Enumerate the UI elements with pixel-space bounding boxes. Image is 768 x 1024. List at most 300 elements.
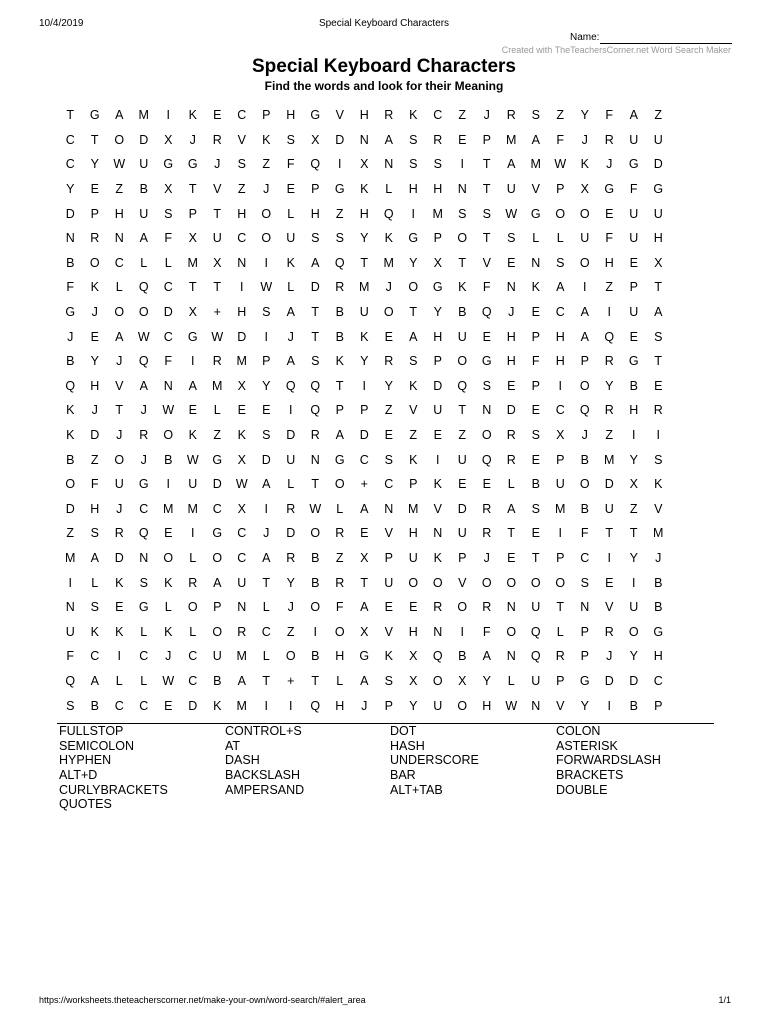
grid-row	[58, 251, 671, 276]
grid-letter: P	[654, 698, 663, 713]
grid-letter: L	[140, 624, 148, 639]
grid-letter: N	[139, 550, 149, 565]
grid-letter: O	[261, 206, 272, 221]
grid-letter: S	[654, 452, 663, 467]
grid-letter: Q	[530, 649, 541, 664]
grid-letter: C	[237, 231, 247, 246]
grid-letter: Y	[629, 550, 638, 565]
grid-letter: P	[384, 698, 393, 713]
grid-letter: K	[66, 428, 75, 443]
grid-letter: W	[186, 452, 199, 467]
grid-letter: O	[555, 575, 566, 590]
grid-letter: U	[188, 477, 198, 492]
grid-letter: Q	[310, 698, 321, 713]
grid-letter: W	[162, 673, 175, 688]
grid-letter: N	[384, 501, 394, 516]
grid-letter: L	[385, 182, 393, 197]
grid-letter: R	[384, 108, 394, 123]
grid-letter: X	[311, 132, 320, 147]
grid-letter: J	[189, 132, 196, 147]
grid-letter: M	[236, 649, 247, 664]
grid-letter: U	[359, 305, 369, 320]
word-list-item: BACKSLASH	[225, 768, 301, 783]
grid-letter: V	[605, 600, 614, 615]
grid-letter: M	[138, 108, 149, 123]
grid-letter: J	[483, 108, 490, 123]
grid-letter: K	[286, 255, 295, 270]
word-list-item: SEMICOLON	[59, 738, 135, 753]
grid-letter: S	[458, 206, 467, 221]
grid-letter: A	[507, 157, 516, 172]
grid-letter: O	[285, 649, 296, 664]
grid-letter: P	[90, 206, 99, 221]
word-list-item: QUOTES	[59, 797, 112, 812]
grid-letter: D	[335, 132, 345, 147]
grid-letter: J	[67, 329, 74, 344]
grid-letter: F	[629, 182, 638, 197]
grid-letter: F	[90, 477, 99, 492]
grid-letter: T	[311, 477, 320, 492]
grid-letter: R	[604, 403, 614, 418]
grid-letter: K	[433, 550, 442, 565]
grid-letter: N	[384, 157, 394, 172]
grid-letter: C	[555, 305, 565, 320]
footer-url: https://worksheets.theteacherscorner.net/make-your-own/word-search/#alert_area	[39, 995, 366, 1005]
grid-letter: E	[482, 329, 491, 344]
grid-letter: S	[531, 108, 540, 123]
grid-letter: S	[409, 132, 418, 147]
grid-letter: K	[409, 452, 418, 467]
grid-letter: Y	[90, 354, 99, 369]
grid-letter: P	[458, 550, 467, 565]
grid-letter: C	[188, 649, 198, 664]
grid-letter: O	[212, 624, 223, 639]
grid-letter: P	[311, 182, 320, 197]
grid-letter: Q	[481, 305, 492, 320]
grid-letter: I	[607, 698, 611, 713]
grid-letter: A	[115, 108, 124, 123]
grid-letter: N	[433, 526, 443, 541]
grid-letter: K	[580, 157, 589, 172]
grid-letter: I	[264, 501, 268, 516]
grid-letter: F	[556, 132, 565, 147]
grid-letter: S	[482, 206, 491, 221]
grid-letter: P	[482, 132, 491, 147]
grid-letter: C	[555, 403, 565, 418]
grid-letter: Y	[409, 255, 418, 270]
grid-letter: O	[457, 698, 468, 713]
grid-letter: L	[91, 575, 99, 590]
grid-letter: K	[164, 624, 173, 639]
grid-letter: S	[262, 428, 271, 443]
grid-letter: Z	[335, 206, 344, 221]
grid-letter: C	[384, 477, 394, 492]
grid-letter: J	[165, 649, 172, 664]
grid-letter: S	[335, 231, 344, 246]
grid-letter: X	[409, 673, 418, 688]
grid-letter: A	[286, 354, 295, 369]
grid-letter: H	[629, 403, 639, 418]
grid-letter: L	[213, 403, 221, 418]
grid-letter: L	[287, 206, 295, 221]
grid-letter: O	[310, 600, 321, 615]
grid-letter: O	[212, 550, 223, 565]
grid-letter: P	[188, 206, 197, 221]
grid-letter: S	[580, 575, 589, 590]
grid-letter: T	[556, 600, 565, 615]
grid-letter: L	[336, 501, 344, 516]
grid-letter: O	[89, 255, 100, 270]
grid-letter: E	[90, 329, 99, 344]
grid-letter: S	[482, 378, 491, 393]
grid-letter: O	[506, 575, 517, 590]
grid-letter: H	[286, 108, 296, 123]
grid-letter: D	[237, 329, 247, 344]
grid-letter: R	[286, 550, 296, 565]
grid-letter: K	[188, 428, 197, 443]
grid-letter: L	[507, 477, 515, 492]
grid-letter: V	[409, 403, 418, 418]
grid-letter: P	[556, 673, 565, 688]
grid-letter: E	[629, 255, 638, 270]
grid-letter: C	[433, 108, 443, 123]
grid-letter: P	[384, 550, 393, 565]
grid-letter: T	[458, 403, 467, 418]
grid-letter: W	[260, 280, 273, 295]
grid-letter: A	[115, 329, 124, 344]
grid-letter: P	[531, 329, 540, 344]
grid-letter: E	[433, 428, 442, 443]
grid-letter: V	[213, 182, 222, 197]
grid-letter: A	[139, 231, 148, 246]
grid-letter: J	[287, 329, 294, 344]
word-list-item: FORWARDSLASH	[556, 753, 661, 768]
grid-letter: H	[653, 231, 663, 246]
grid-letter: C	[237, 526, 247, 541]
grid-letter: O	[457, 600, 468, 615]
grid-row	[58, 349, 671, 374]
grid-letter: T	[262, 575, 271, 590]
grid-letter: O	[408, 575, 419, 590]
grid-letter: X	[458, 673, 467, 688]
grid-letter: G	[187, 329, 198, 344]
grid-letter: I	[362, 378, 366, 393]
grid-letter: G	[653, 624, 664, 639]
grid-letter: G	[530, 206, 541, 221]
grid-letter: I	[289, 698, 293, 713]
grid-letter: O	[138, 305, 149, 320]
grid-letter: C	[653, 673, 663, 688]
grid-letter: H	[604, 255, 614, 270]
grid-letter: T	[654, 280, 663, 295]
grid-letter: +	[287, 673, 295, 688]
grid-letter: S	[164, 206, 173, 221]
grid-letter: P	[433, 231, 442, 246]
grid-letter: Z	[237, 182, 246, 197]
grid-letter: Y	[66, 182, 75, 197]
grid-letter: L	[140, 255, 148, 270]
grid-letter: Q	[457, 378, 468, 393]
grid-letter: F	[580, 526, 589, 541]
grid-letter: A	[188, 378, 197, 393]
grid-letter: N	[531, 698, 541, 713]
grid-letter: W	[113, 157, 126, 172]
grid-letter: I	[411, 206, 415, 221]
grid-letter: K	[384, 231, 393, 246]
grid-letter: V	[237, 132, 246, 147]
grid-letter: O	[481, 428, 492, 443]
grid-letter: K	[433, 477, 442, 492]
grid-letter: M	[555, 501, 566, 516]
grid-letter: B	[580, 501, 589, 516]
word-list-item: CURLYBRACKETS	[59, 782, 168, 797]
word-list-item: AMPERSAND	[225, 782, 305, 797]
grid-letter: V	[433, 501, 442, 516]
grid-row	[58, 619, 671, 644]
grid-letter: R	[139, 428, 149, 443]
grid-letter: R	[188, 575, 198, 590]
grid-letter: Q	[334, 255, 345, 270]
grid-letter: X	[237, 378, 246, 393]
grid-letter: S	[286, 132, 295, 147]
grid-letter: S	[531, 428, 540, 443]
grid-letter: S	[90, 526, 99, 541]
grid-letter: P	[409, 477, 418, 492]
grid-letter: Q	[481, 452, 492, 467]
grid-letter: J	[606, 649, 613, 664]
grid-letter: W	[554, 157, 567, 172]
grid-letter: T	[213, 280, 222, 295]
grid-letter: N	[237, 600, 247, 615]
grid-letter: J	[214, 157, 221, 172]
grid-letter: Z	[213, 428, 222, 443]
grid-letter: M	[530, 157, 541, 172]
grid-letter: D	[65, 206, 75, 221]
grid-letter: H	[237, 305, 247, 320]
grid-letter: S	[311, 354, 320, 369]
page-title: Special Keyboard Characters	[251, 56, 516, 77]
grid-letter: K	[409, 108, 418, 123]
grid-letter: L	[262, 649, 270, 664]
grid-letter: A	[580, 329, 589, 344]
grid-letter: H	[555, 354, 565, 369]
grid-row	[58, 128, 671, 153]
grid-letter: G	[334, 452, 345, 467]
grid-letter: T	[458, 255, 467, 270]
word-list-item: DASH	[225, 753, 260, 768]
grid-letter: Y	[262, 378, 271, 393]
grid-letter: I	[632, 575, 636, 590]
grid-letter: J	[483, 550, 490, 565]
grid-letter: E	[458, 477, 467, 492]
grid-letter: P	[335, 403, 344, 418]
grid-letter: P	[556, 182, 565, 197]
grid-letter: I	[117, 649, 121, 664]
grid-letter: B	[213, 673, 222, 688]
grid-letter: U	[114, 477, 124, 492]
grid-letter: T	[311, 673, 320, 688]
grid-letter: K	[654, 477, 663, 492]
grid-letter: N	[65, 600, 75, 615]
grid-letter: R	[506, 452, 516, 467]
grid-letter: S	[433, 157, 442, 172]
grid-letter: O	[579, 477, 590, 492]
grid-letter: O	[555, 206, 566, 221]
grid-letter: K	[90, 280, 99, 295]
grid-letter: A	[556, 280, 565, 295]
grid-letter: U	[531, 673, 541, 688]
grid-letter: A	[482, 649, 491, 664]
grid-letter: D	[65, 501, 75, 516]
grid-letter: T	[360, 255, 369, 270]
grid-letter: J	[581, 132, 588, 147]
grid-letter: R	[506, 428, 516, 443]
grid-letter: F	[605, 108, 614, 123]
grid-letter: E	[531, 452, 540, 467]
word-list-row	[59, 797, 719, 812]
grid-letter: O	[457, 231, 468, 246]
grid-letter: Q	[310, 403, 321, 418]
grid-letter: X	[360, 550, 369, 565]
grid-letter: J	[263, 526, 270, 541]
grid-letter: M	[236, 698, 247, 713]
grid-letter: O	[310, 526, 321, 541]
grid-letter: S	[531, 501, 540, 516]
grid-letter: D	[310, 280, 320, 295]
grid-letter: O	[432, 575, 443, 590]
grid-row	[58, 300, 671, 325]
grid-letter: I	[558, 378, 562, 393]
grid-letter: A	[580, 305, 589, 320]
grid-letter: L	[115, 280, 123, 295]
grid-letter: A	[213, 575, 222, 590]
grid-letter: E	[360, 526, 369, 541]
grid-letter: M	[653, 526, 664, 541]
grid-letter: T	[605, 526, 614, 541]
grid-letter: U	[457, 526, 467, 541]
grid-letter: H	[408, 526, 418, 541]
grid-letter: M	[432, 206, 443, 221]
grid-letter: W	[309, 501, 322, 516]
grid-letter: B	[66, 452, 75, 467]
grid-letter: Z	[286, 624, 295, 639]
grid-letter: P	[433, 354, 442, 369]
grid-letter: U	[139, 157, 149, 172]
grid-letter: I	[460, 624, 464, 639]
grid-letter: Z	[605, 280, 614, 295]
grid-letter: L	[164, 600, 172, 615]
grid-letter: H	[114, 206, 124, 221]
grid-letter: G	[579, 673, 590, 688]
grid-letter: Y	[580, 698, 589, 713]
grid-letter: A	[262, 550, 271, 565]
grid-letter: J	[91, 305, 98, 320]
grid-letter: J	[508, 305, 515, 320]
grid-letter: O	[579, 206, 590, 221]
grid-letter: A	[335, 428, 344, 443]
grid-letter: I	[632, 428, 636, 443]
grid-letter: E	[164, 526, 173, 541]
grid-letter: T	[188, 182, 197, 197]
grid-letter: Z	[654, 108, 663, 123]
grid-letter: U	[531, 600, 541, 615]
grid-letter: A	[360, 673, 369, 688]
grid-letter: L	[556, 624, 564, 639]
grid-letter: O	[187, 600, 198, 615]
grid-letter: H	[506, 329, 516, 344]
grid-letter: T	[188, 280, 197, 295]
grid-letter: R	[433, 600, 443, 615]
grid-letter: W	[235, 477, 248, 492]
grid-letter: L	[140, 673, 148, 688]
grid-letter: N	[310, 452, 320, 467]
grid-letter: G	[408, 231, 419, 246]
grid-letter: D	[188, 698, 198, 713]
grid-letter: F	[164, 354, 173, 369]
grid-row	[58, 472, 671, 497]
grid-letter: P	[360, 403, 369, 418]
grid-letter: M	[408, 501, 419, 516]
grid-letter: G	[481, 354, 492, 369]
grid-letter: I	[558, 526, 562, 541]
grid-letter: E	[409, 600, 418, 615]
grid-letter: X	[629, 477, 638, 492]
grid-letter: T	[409, 305, 418, 320]
grid-letter: D	[653, 157, 663, 172]
grid-letter: E	[654, 378, 663, 393]
grid-letter: S	[384, 673, 393, 688]
grid-letter: K	[213, 698, 222, 713]
grid-letter: L	[507, 673, 515, 688]
grid-row	[58, 201, 671, 226]
grid-letter: A	[654, 305, 663, 320]
grid-letter: W	[162, 403, 175, 418]
grid-letter: A	[237, 673, 246, 688]
grid-letter: Z	[384, 403, 393, 418]
grid-letter: G	[212, 526, 223, 541]
grid-letter: F	[286, 157, 295, 172]
grid-row	[58, 669, 671, 694]
grid-letter: N	[457, 182, 467, 197]
word-list-item: ALT+D	[59, 768, 98, 783]
grid-letter: G	[604, 182, 615, 197]
grid-letter: M	[212, 378, 223, 393]
grid-letter: F	[335, 600, 344, 615]
grid-letter: D	[457, 501, 467, 516]
grid-letter: X	[409, 649, 418, 664]
grid-letter: E	[507, 378, 516, 393]
grid-letter: B	[654, 600, 663, 615]
grid-letter: D	[261, 452, 271, 467]
grid-letter: L	[189, 550, 197, 565]
grid-letter: P	[580, 649, 589, 664]
grid-letter: K	[164, 575, 173, 590]
grid-letter: S	[90, 600, 99, 615]
grid-letter: U	[629, 600, 639, 615]
grid-letter: L	[164, 255, 172, 270]
grid-letter: R	[335, 280, 345, 295]
grid-letter: Y	[409, 698, 418, 713]
grid-letter: C	[114, 255, 124, 270]
grid-letter: T	[482, 157, 491, 172]
grid-letter: R	[482, 501, 492, 516]
grid-row	[58, 423, 671, 448]
grid-letter: O	[530, 575, 541, 590]
grid-letter: K	[188, 108, 197, 123]
grid-letter: Y	[605, 378, 614, 393]
grid-letter: C	[359, 452, 369, 467]
grid-letter: U	[653, 206, 663, 221]
